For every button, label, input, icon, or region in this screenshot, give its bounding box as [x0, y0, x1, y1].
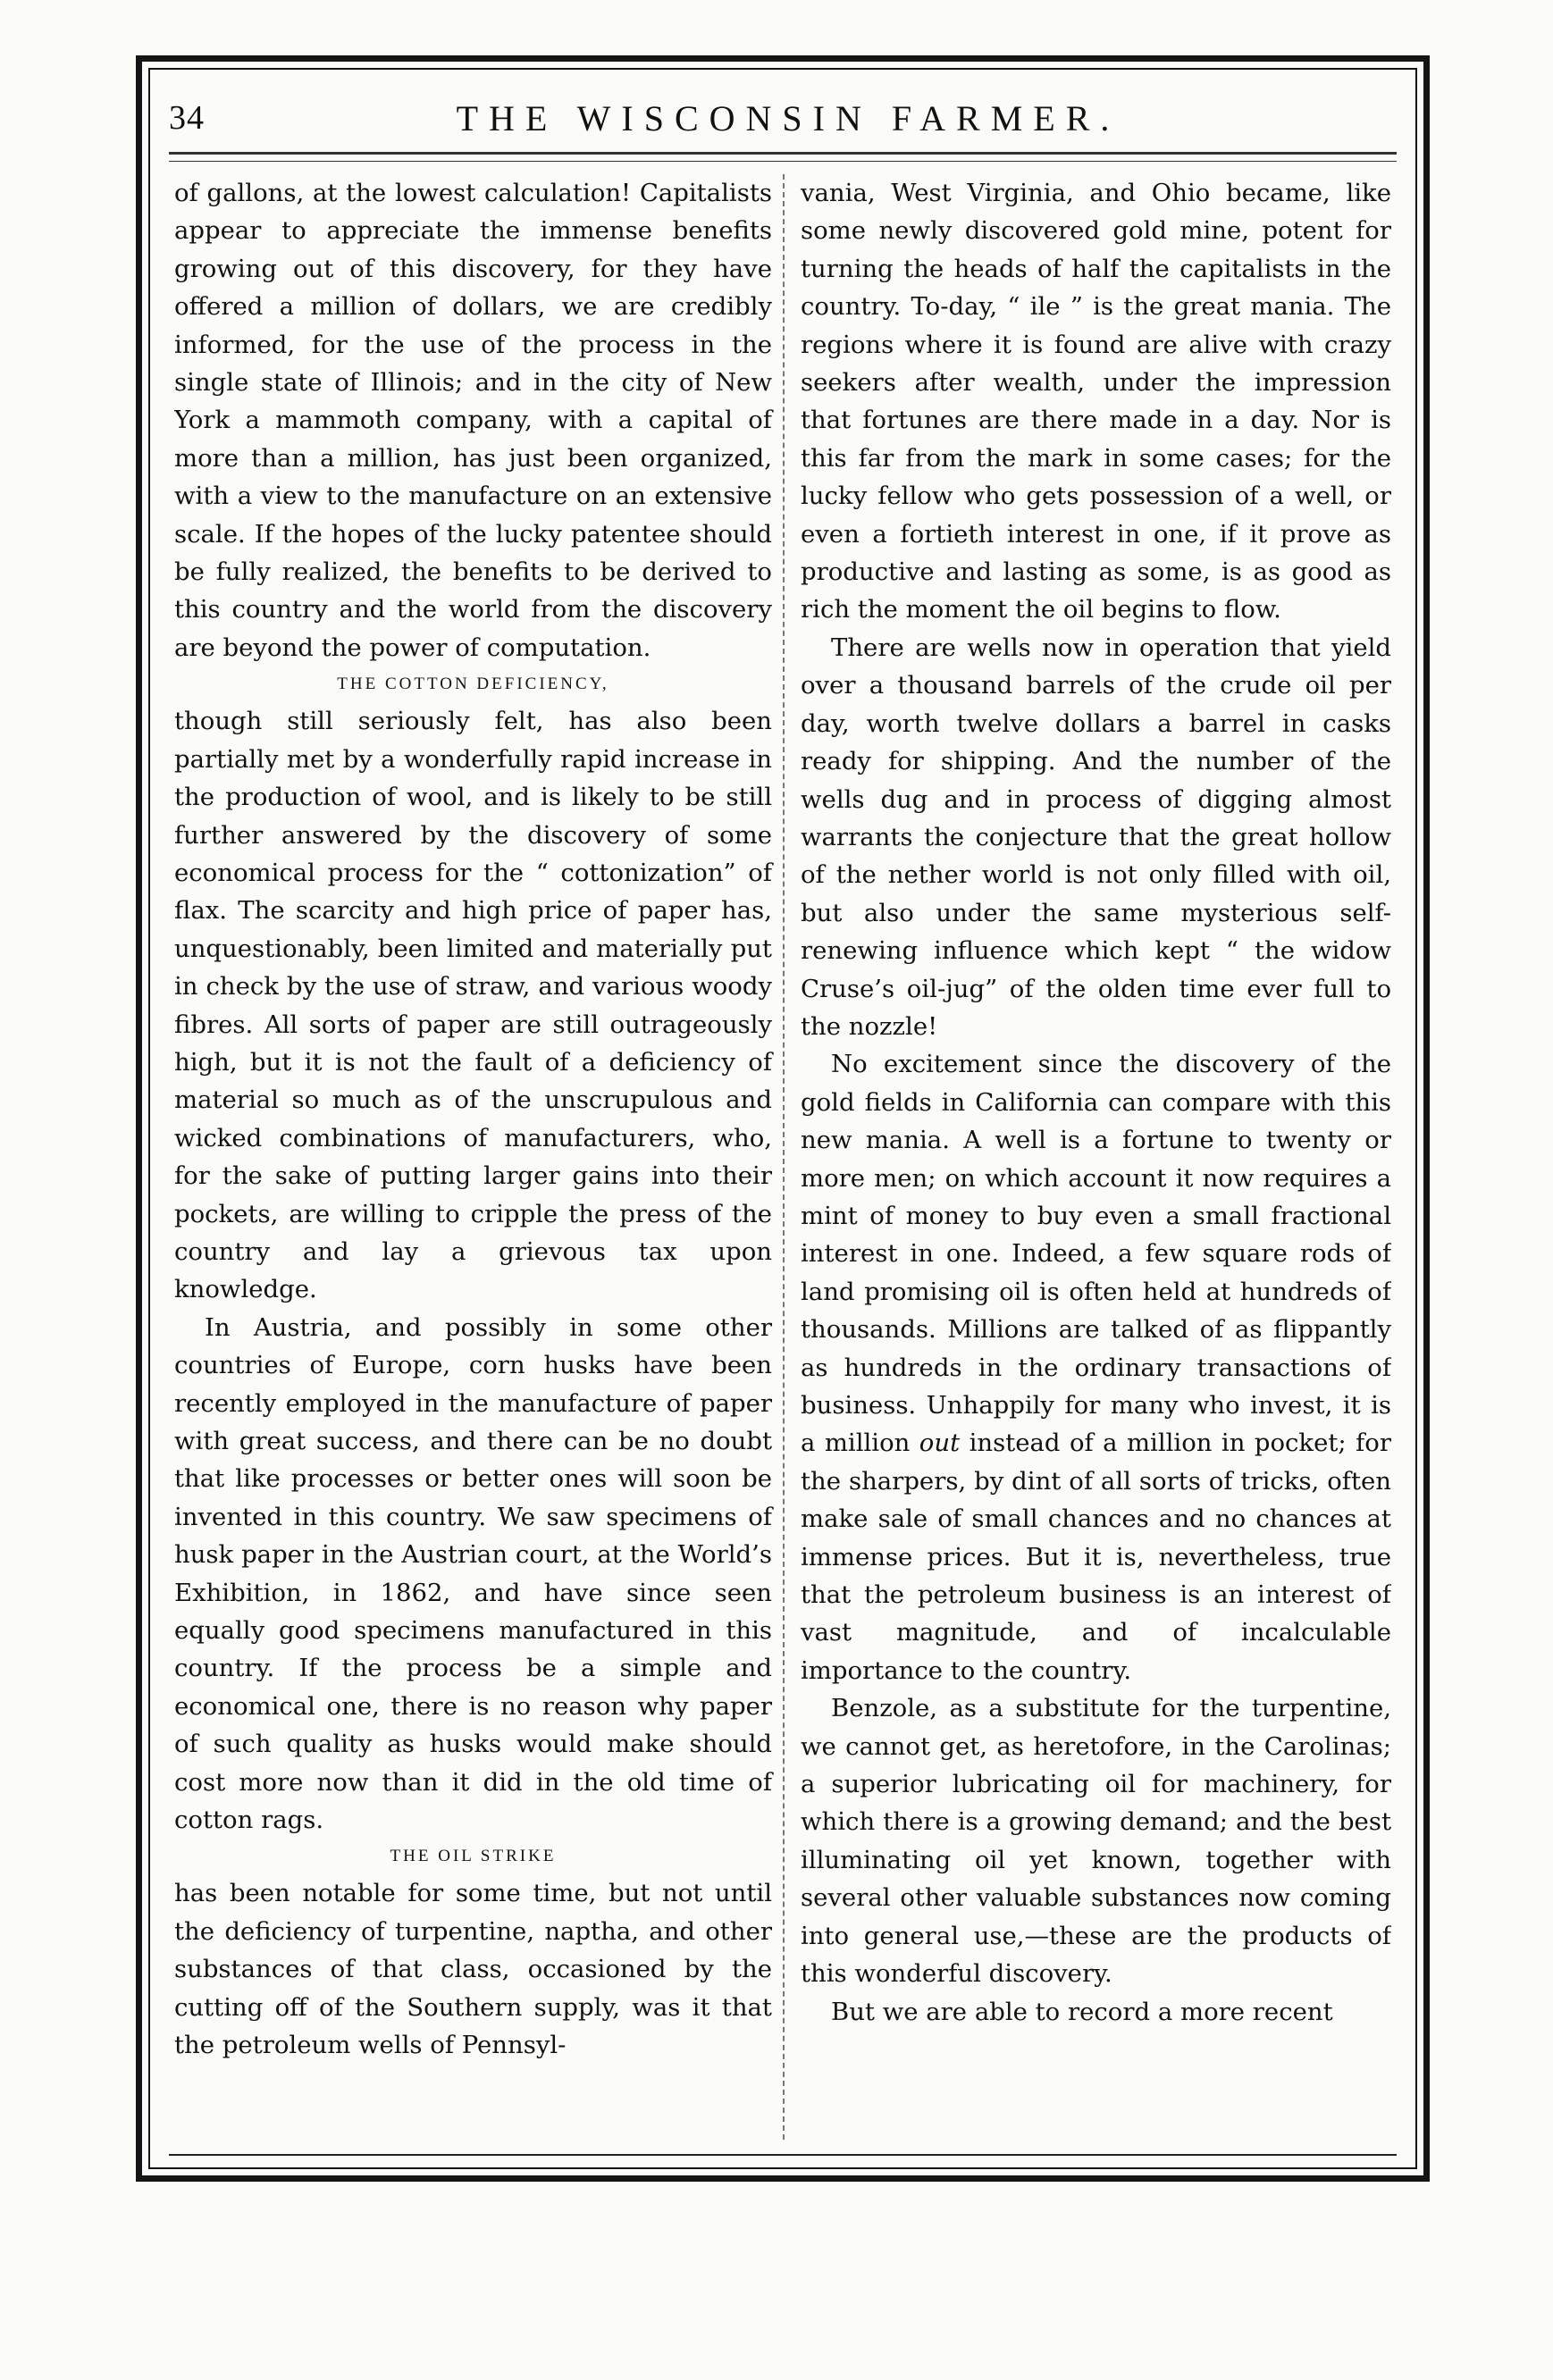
article-columns: [174, 174, 1391, 2140]
left-paragraph-3: In Austria, and possibly in some other countries of Europe, corn husks have been recently employed in the manufacture of paper with great success, and there can be no doubt that like processes or better ones will soon be invented in this country. We saw specimens of husk paper in the Austrian court, at the World’s Exhibition, in 1862, and have since seen equally good specimens manufactured in this country. If the process be a simple and economical one, there is no reason why paper of such quality as husks would make should cost more now than it did in the old time of cotton rags.: [174, 1312, 772, 1835]
right-column: [783, 174, 1391, 2140]
header-rule-thin: [169, 161, 1397, 162]
paragraph-3-text-after: instead of a million in pocket; for the sharpers, by dint of all sorts of tricks, often make sale of small chances and no chances at immense prices. But it is, nevertheless, true that the petroleum business is an interest of vast magnitude, and of incalculable importance to the country.: [801, 1429, 1391, 1685]
left-paragraph-4: has been notable for some time, but not until the deficiency of turpentine, naptha, and other substances of that class, occasioned by the cutting off of the Southern supply, was it that the petroleum wells of Pennsyl-: [174, 1879, 772, 2060]
italic-out: out: [919, 1429, 961, 1458]
bottom-rule: [169, 2154, 1397, 2156]
left-paragraph-1: of gallons, at the lowest calculation! Capitalists appear to appreciate the immense benefits growing out of this discovery, for they have offered a million of dollars, we are credibly informed, for the use of the process in the single state of Illinois; and in the city of New York a mammoth company, with a capital of more than a million, has just been organized, with a view to the manufacture on an extensive scale. If the hopes of the lucky patentee should be fully realized, the benefits to be derived to this country and the world from the discovery are beyond the power of computation.: [174, 179, 772, 662]
left-column: [174, 174, 783, 2140]
left-paragraph-2: though still seriously felt, has also been partially met by a wonderfully rapid increase in the production of wool, and is likely to be still further answered by the discovery of some economical process for the “ cottonization” of flax. The scarcity and high price of paper has, unquestionably, been limited and materially put in check by the use of straw, and various woody fibres. All sorts of paper are still outrageously high, but it is not the fault of a deficiency of material so much as of the unscrupulous and wicked combinations of manufacturers, who, for the sake of putting larger gains into their pockets, are willing to cripple the press of the country and lay a grievous tax upon knowledge.: [174, 707, 772, 1304]
section-heading-cotton: THE COTTON DEFICIENCY,: [337, 675, 609, 694]
page-header: [169, 88, 1397, 147]
page-border: [136, 55, 1430, 2182]
paragraph-3-text-before: No excitement since the discovery of the gold fields in California can compare with this new mania. A well is a fortune to twenty or more men; on which account it now requires a mint of money to buy even a small fractional interest in one. Indeed, a few square rods of land promising oil is often held at hundreds of thousands. Millions are talked of as flippantly as hundreds in the ordinary transactions of business. Unhappily for many who invest, it is a million: [801, 1050, 1391, 1458]
right-paragraph-1: vania, West Virginia, and Ohio became, like some newly discovered gold mine, potent for turning the heads of half the capitalists in the country. To-day, “ ile ” is the great mania. The regions where it is found are alive with crazy seekers after wealth, under the impression that fortunes are there made in a day. Nor is this far from the mark in some cases; for the lucky fellow who gets possession of a well, or even a fortieth interest in one, if it prove as productive and lasting as some, is as good as rich the moment the oil begins to flow.: [801, 179, 1391, 624]
right-paragraph-3: [801, 1045, 1391, 1689]
right-paragraph-4: Benzole, as a substitute for the turpentine, we cannot get, as heretofore, in the Carolinas; a superior lubricating oil for machinery, for which there is a growing demand; and the best illuminating oil yet known, together with several other valuable substances now coming into general use,—these are the products of this wonderful discovery.: [801, 1694, 1391, 1989]
journal-title: THE WISCONSIN FARMER.: [456, 97, 1121, 138]
page-number: 34: [169, 99, 205, 137]
header-rule: [169, 152, 1397, 155]
right-paragraph-5: But we are able to record a more recent: [831, 1997, 1333, 2026]
section-heading-oil: THE OIL STRIKE: [390, 1847, 557, 1866]
right-paragraph-2: There are wells now in operation that yield over a thousand barrels of the crude oil per day, worth twelve dollars a barrel in casks ready for shipping. And the number of the wells dug and in process of digging almost warrants the conjecture that the great hollow of the nether world is not only filled with oil, but also under the same mysterious self-renewing influence which kept “ the widow Cruse’s oil-jug” of the olden time ever full to the nozzle!: [801, 633, 1391, 1041]
